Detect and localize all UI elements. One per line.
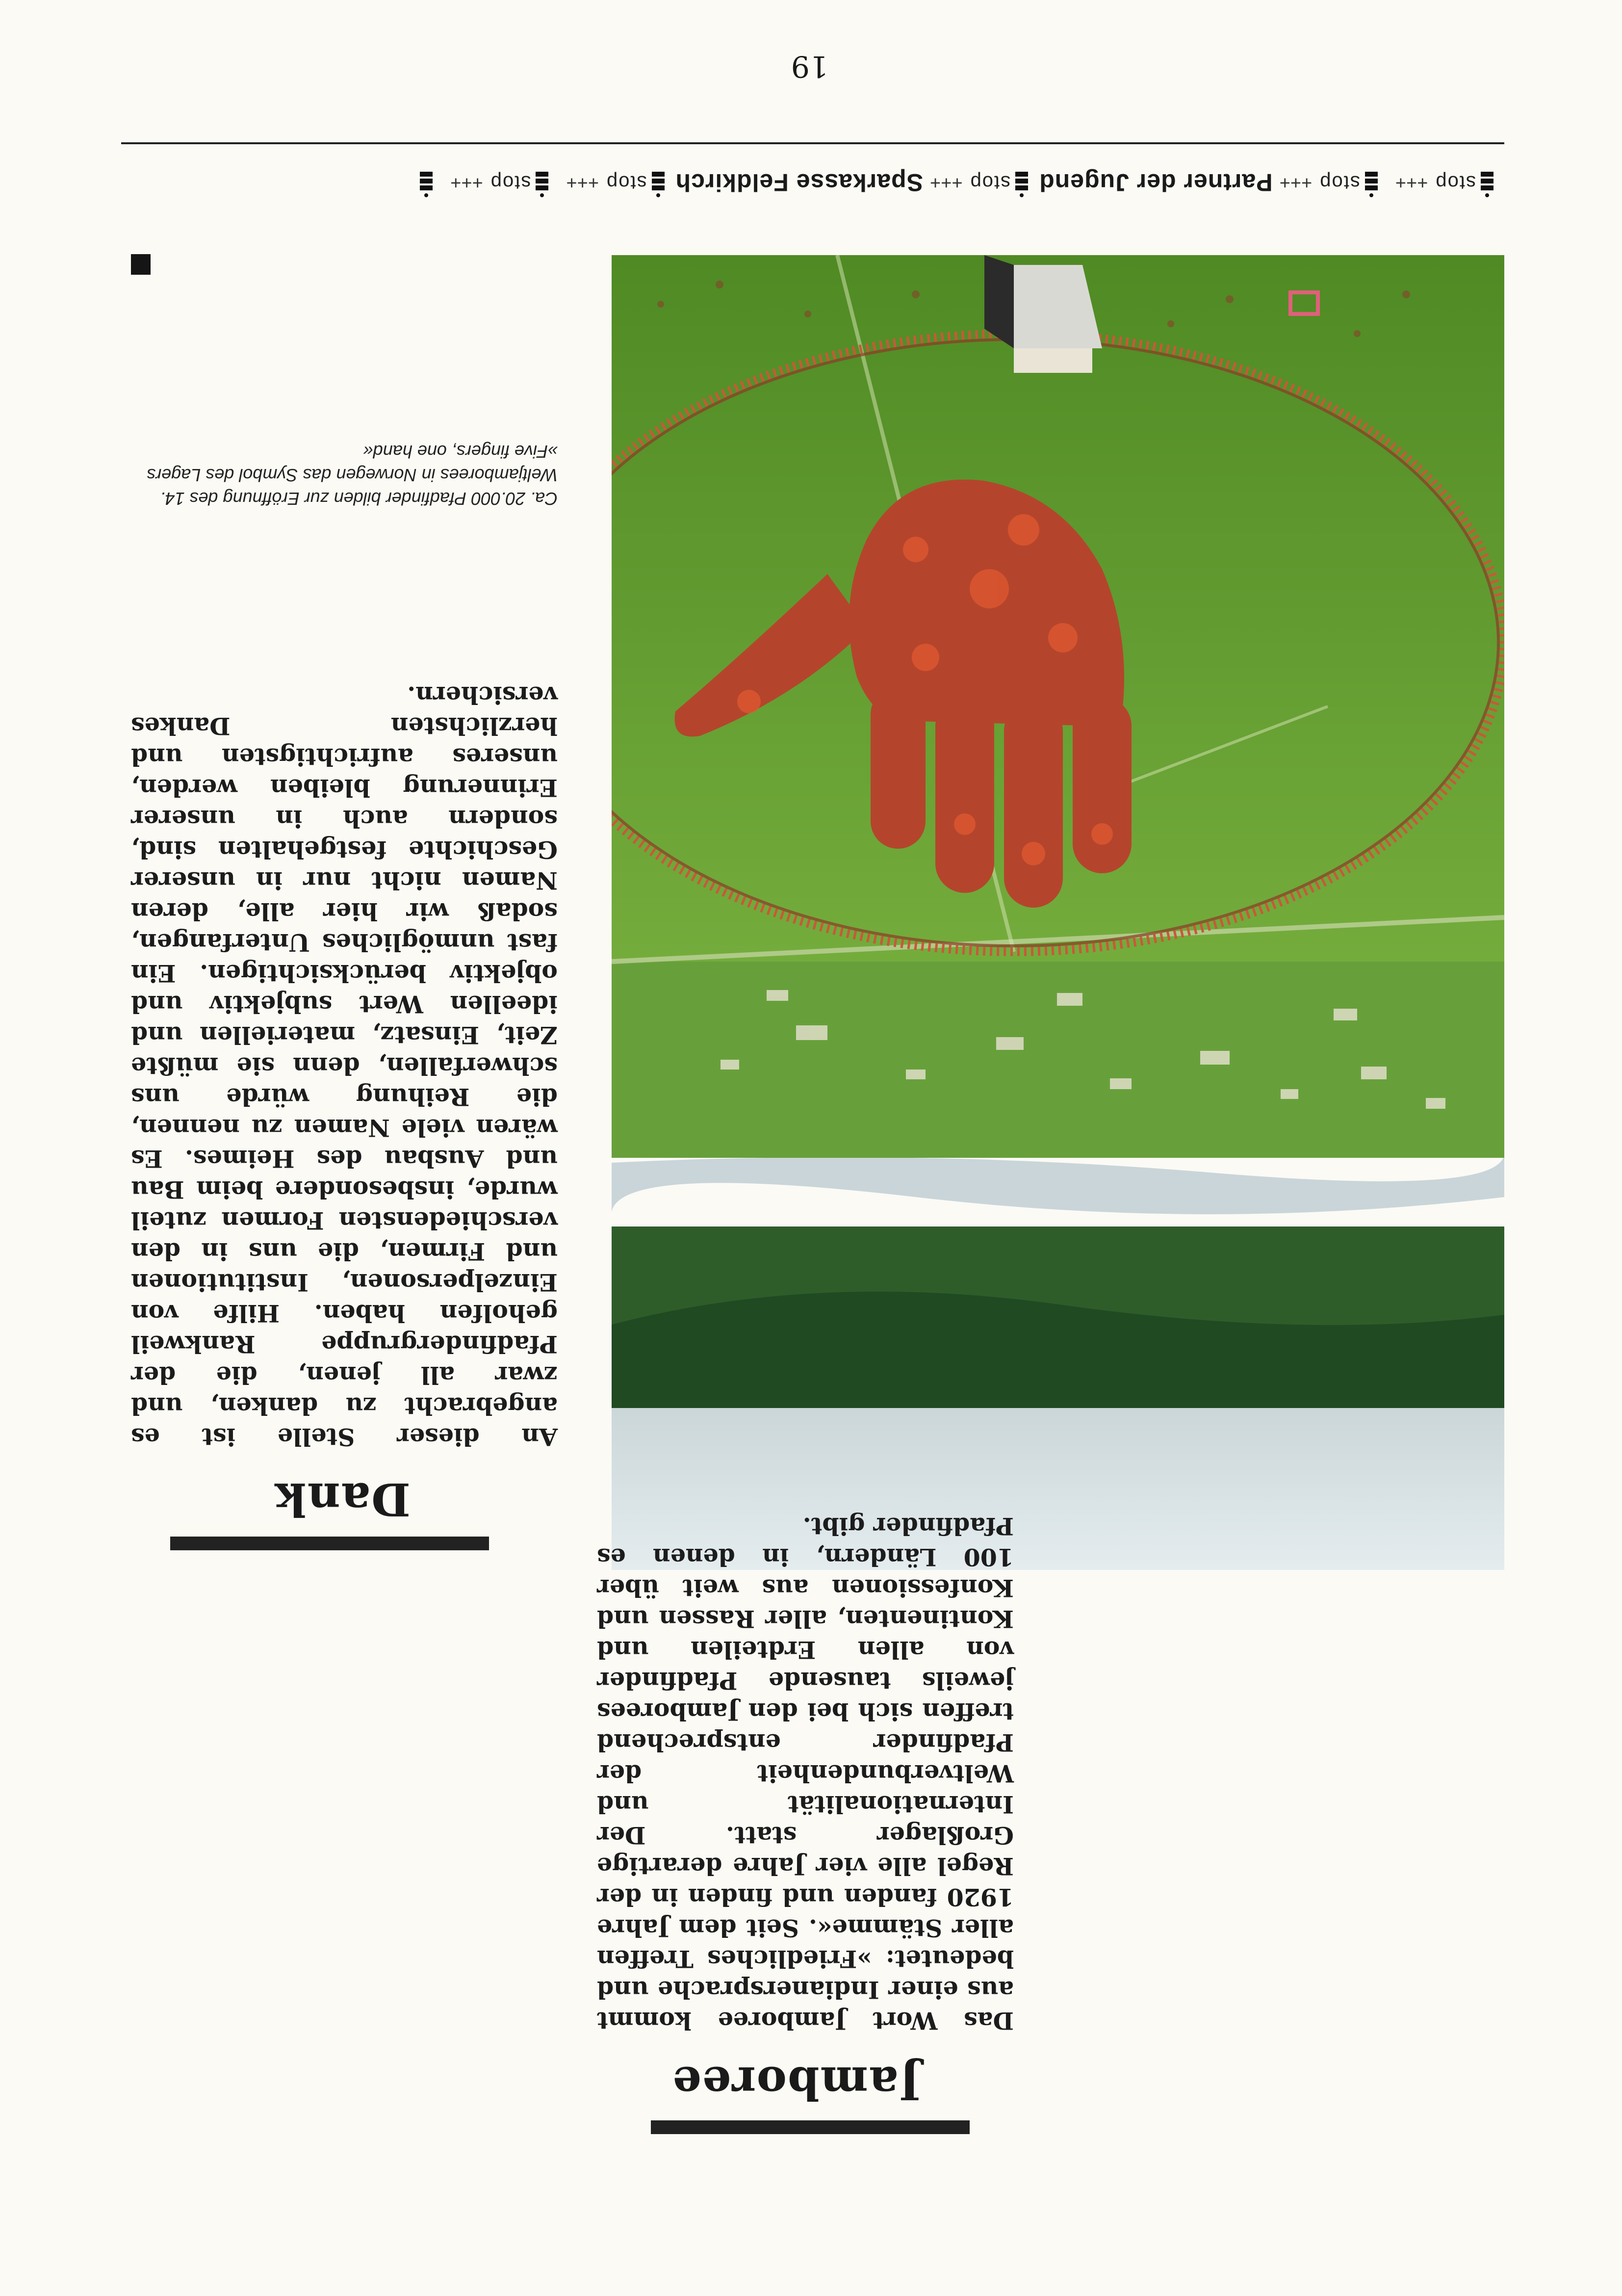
header-stop-text: stop	[605, 172, 647, 194]
photo-caption: Ca. 20.000 Pfadfinder bilden zur Eröffnung des 14. Weltjamborees in Norwegen das Symbol des Lagers »Five fingers, one hand«	[147, 442, 558, 509]
dank-heading-bar	[170, 1537, 489, 1550]
sparkasse-s-icon	[1015, 168, 1028, 197]
sponsor-header	[121, 142, 1504, 201]
sparkasse-s-icon	[420, 168, 433, 197]
header-plus-text: +++	[566, 172, 599, 193]
header-stop-text: stop	[1435, 172, 1476, 194]
sparkasse-s-icon	[652, 168, 665, 197]
header-plus-text: +++	[1279, 172, 1313, 193]
dank-heading: Dank	[274, 1473, 411, 1526]
sparkasse-s-icon	[1365, 168, 1378, 197]
jamboree-heading-bar	[651, 2120, 970, 2134]
header-stop-text: stop	[1319, 172, 1360, 194]
dank-body-text: An dieser Stelle ist es angebracht zu danken, und zwar all jenen, die der Pfadfindergruppe Rankweil geholfen haben. Hilfe von Einzelpersonen, Institutionen und Firmen, die uns in den verschiedensten Formen zuteil wurde, insbesondere beim Bau und Ausbau des Heimes. Es wären viele Namen zu nennen, die Reihung würde uns schwerfallen, denn sie müßte Zeit, Einsatz, materiellen und ideellen Wert subjektiv und objektiv berücksichtigen. Ein fast unmögliches Unterfangen, sodaß wir hier alle, deren Namen nicht nur in unserer Geschichte festgehalten sind, sondern auch in unserer Erinnerung bleiben werden, unseres aufrichtigsten und herzlichsten Dankes versichern.	[131, 681, 558, 1451]
page-number: 19	[791, 49, 828, 83]
header-plus-text: +++	[450, 172, 483, 193]
sparkasse-s-icon	[536, 168, 548, 197]
jamboree-aerial-photo	[612, 255, 1504, 1570]
header-stop-text: stop	[969, 172, 1011, 194]
jamboree-heading: Jamboree	[671, 2057, 921, 2110]
header-stop-text: stop	[489, 172, 531, 194]
header-plus-text: +++	[1395, 172, 1428, 193]
header-bold-text: Sparkasse Feldkirch	[675, 169, 923, 196]
header-plus-text: +++	[929, 172, 963, 193]
header-bold-text: Partner der Jugend	[1039, 169, 1273, 196]
sponsor-ticker	[121, 168, 1504, 197]
jamboree-body-text: Das Wort Jamboree kommt aus einer Indianersprache und bedeutet: »Friedliches Treffen aller Stämme«. Seit dem Jahre 1920 fanden und finden in der Regel alle vier Jahre derartige Großlager statt. Der Internationalität und Weltverbundenheit der Pfadfinder entsprechend treffen sich bei den Jamborees jeweils tausende Pfadfinder von allen Erdteilen und Kontinenten, aller Rassen und Konfessionen aus weit über 100 Ländern, in denen es Pfadfinder gibt.	[597, 1512, 1014, 2035]
sparkasse-s-icon	[1481, 168, 1493, 197]
header-rule	[121, 142, 1504, 144]
end-marker-square	[131, 254, 151, 275]
